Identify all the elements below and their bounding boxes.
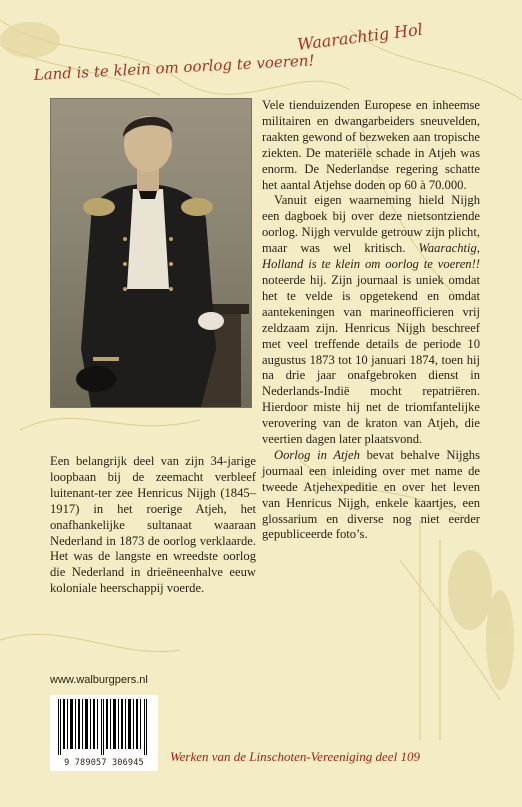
right-paragraph-3-body: bevat behalve Nijghs journaal een inleiding over met name de tweede Atjehexpeditie en over het leven van Henricus Nijgh, enkele kaartjes, een glossarium en diverse nog niet eerder gepubliceerde foto’s. — [262, 447, 480, 542]
right-paragraph-3 — [262, 448, 480, 543]
right-text-column — [262, 98, 480, 543]
handwriting-line-2: Land is te klein om oorlog te voeren! — [33, 51, 315, 84]
book-title: Oorlog in Atjeh — [274, 447, 360, 462]
barcode-bars — [56, 699, 152, 755]
right-paragraph-2-part-a: Vanuit eigen waarneming hield Nijgh een dagboek bij over deze nietsontziende oorlog. Nijgh vervulde getrouw zijn plicht, maar was wel kritisch. — [262, 193, 480, 256]
left-text-column — [50, 454, 256, 597]
portrait-photo — [50, 98, 252, 408]
handwriting-quote — [0, 0, 522, 100]
isbn-barcode — [50, 695, 158, 771]
handwriting-line-1: Waarachtig Hol — [296, 19, 424, 54]
series-line: Werken van de Linschoten-Vereeniging deel 109 — [170, 749, 420, 764]
nijgh-quote: Waarachtig, Holland is te klein om oorlog te voeren!! — [262, 241, 480, 272]
right-paragraph-1: Vele tienduizenden Europese en inheemse militairen en dwangarbeiders sneuvelden, raakten gewond of bezweken aan tropische ziekten. De materiële schade in Atjeh was enorm. De Nederlandse regering schatte het aantal Atjehse doden op 60 à 70.000. — [262, 98, 480, 192]
right-paragraph-2 — [262, 193, 480, 448]
publisher-url: www.walburgpers.nl — [50, 674, 148, 686]
right-paragraph-2-part-b: noteerde hij. Zijn journaal is uniek omdat het te velde is opgetekend en omdat aantekeningen van marineofficieren vrij zeldzaam zijn. Henricus Nijgh beschreef met veel treffende details de periode 10 augustus 1873 tot 10 januari 1874, toen hij na drie jaar onafgebroken dienst in Nederlands-Indië mocht repatriëren. Hierdoor miste hij net de triomfantelijke verovering van de kraton van Atjeh, die veertien dagen later plaatsvond. — [262, 272, 480, 447]
left-paragraph-1: Een belangrijk deel van zijn 34-jarige loopbaan bij de zeemacht verbleef luitenant-ter zee Henricus Nijgh (1845–1917) in het roerige Atjeh, het onafhankelijke sultanaat waaraan Nederland in 1873 de oorlog verklaarde. Het was de langste en wreedste oorlog die Nederland in drieëneenhalve eeuw koloniale heerschappij voerde. — [50, 454, 256, 596]
isbn-number: 9 789057 306945 — [64, 758, 144, 768]
